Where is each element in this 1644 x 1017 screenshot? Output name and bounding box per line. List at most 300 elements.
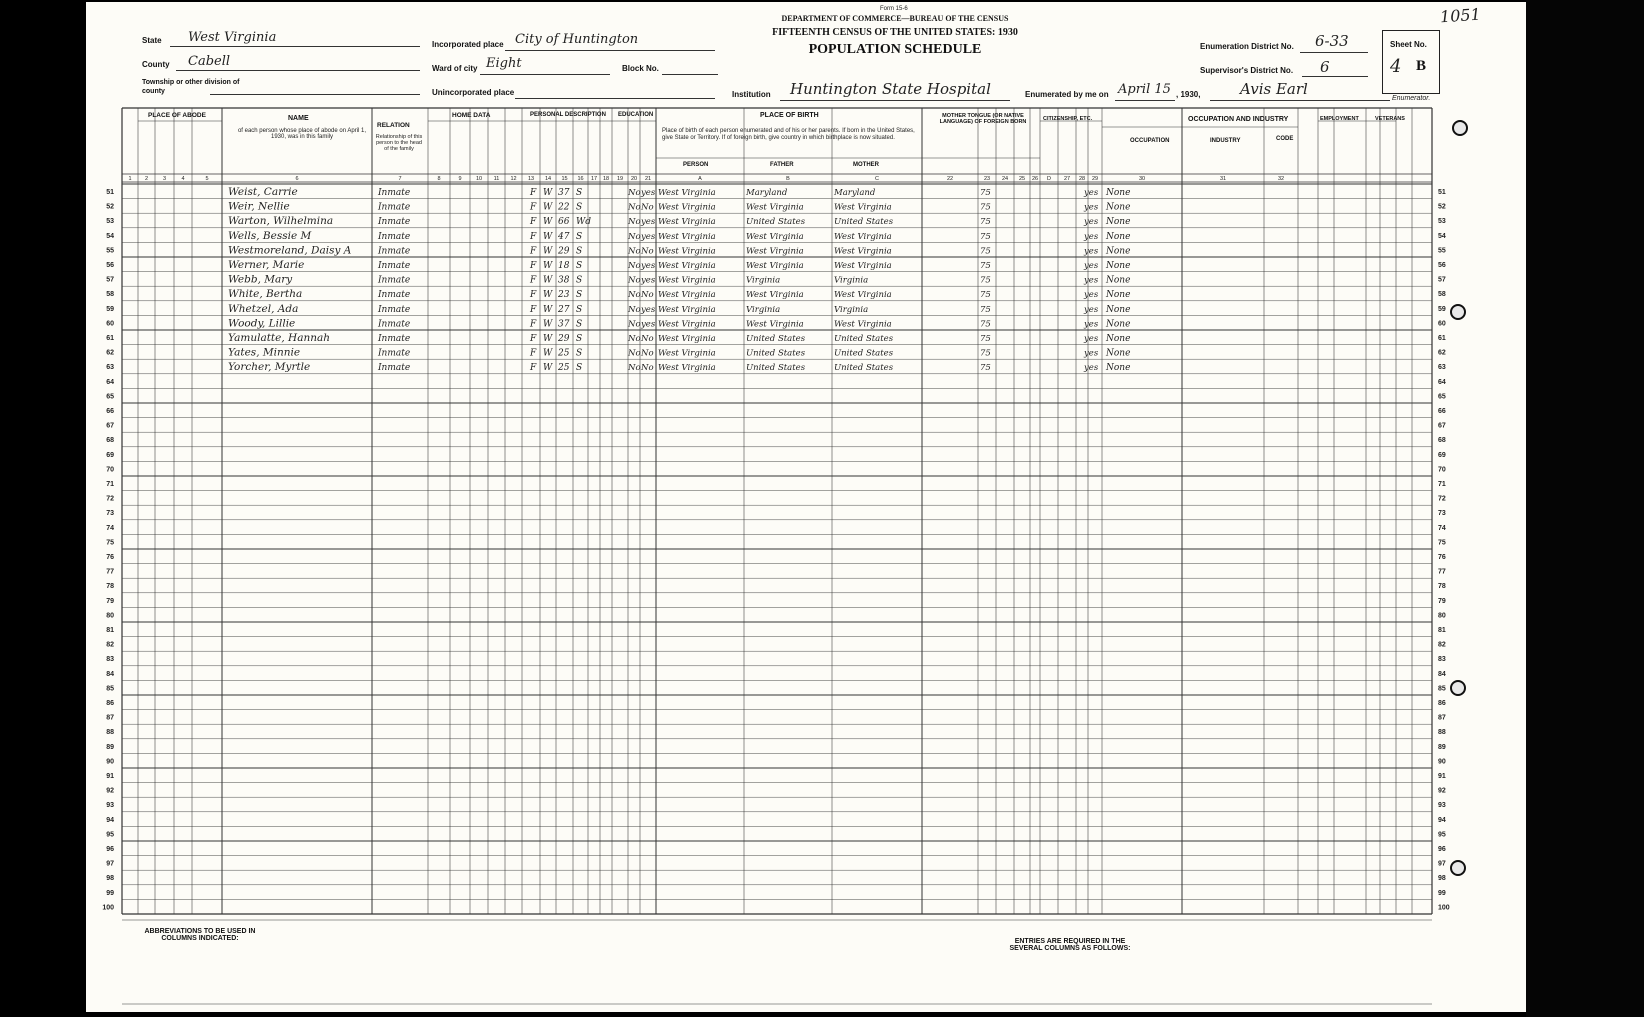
father-birthplace: Virginia [746, 275, 781, 286]
sex: F [530, 348, 537, 359]
code: 75 [980, 246, 991, 257]
line-number: 63 [106, 364, 114, 372]
line-number: 67 [1438, 422, 1446, 430]
col-group-occupation: OCCUPATION AND INDUSTRY [1188, 116, 1289, 123]
race: W [543, 202, 553, 213]
line-number: 71 [106, 481, 114, 488]
school: No [628, 217, 641, 228]
line-number: 68 [1438, 437, 1446, 445]
age: 25 [558, 348, 570, 359]
col-mother: MOTHER [853, 162, 879, 168]
line-number: 66 [1438, 408, 1446, 415]
line-number: 94 [106, 816, 114, 824]
entries-title: ENTRIES ARE REQUIRED IN THE SEVERAL COLUMNS AS FOLLOWS: [1009, 938, 1131, 952]
column-number: 19 [616, 176, 624, 182]
line-number: 100 [1438, 904, 1450, 912]
sex: F [530, 304, 537, 315]
line-number: 85 [1438, 685, 1446, 693]
mother-birthplace: West Virginia [834, 246, 892, 257]
line-number: 58 [106, 291, 114, 299]
line-number: 99 [1438, 889, 1446, 897]
speaks-english: yes [1084, 261, 1099, 271]
column-number: 6 [295, 176, 299, 182]
line-number: 62 [1438, 349, 1446, 357]
person-name: White, Bertha [228, 288, 303, 301]
age: 47 [558, 231, 570, 242]
mother-birthplace: United States [834, 334, 894, 344]
marital: S [576, 363, 583, 374]
column-number: 10 [475, 176, 483, 182]
line-number: 60 [1438, 320, 1446, 328]
sex: F [530, 202, 537, 213]
line-number: 69 [1438, 451, 1446, 459]
township-label: Township or other division of county [142, 79, 240, 95]
read-write: No [641, 246, 654, 257]
relation: Inmate [378, 319, 411, 330]
marital: Wd [576, 217, 592, 228]
line-number: 81 [106, 627, 114, 634]
race: W [543, 363, 553, 374]
line-number: 63 [1438, 364, 1446, 372]
father-birthplace: West Virginia [746, 319, 804, 330]
line-number: 64 [106, 378, 114, 386]
page-stamp: 1051 [1439, 4, 1482, 27]
father-birthplace: United States [746, 363, 806, 374]
relation: Inmate [378, 261, 411, 271]
school: No [628, 275, 641, 286]
code: 75 [980, 217, 991, 228]
line-number: 61 [1438, 335, 1446, 342]
line-number: 81 [1438, 627, 1446, 634]
school: No [628, 261, 641, 271]
occupation: None [1106, 275, 1131, 286]
column-number: 14 [544, 176, 552, 182]
relation: Inmate [378, 348, 411, 359]
line-number: 79 [1438, 597, 1446, 605]
line-number: 79 [106, 597, 114, 605]
marital: S [576, 231, 583, 242]
column-number: 30 [1138, 176, 1146, 182]
column-number: 7 [398, 176, 402, 182]
column-number: 1 [128, 176, 132, 182]
line-number: 85 [106, 685, 114, 693]
read-write: yes [641, 188, 656, 198]
line-number: 56 [106, 262, 114, 269]
occupation: None [1106, 348, 1131, 359]
code: 75 [980, 319, 991, 330]
code: 75 [980, 261, 991, 271]
race: W [543, 304, 553, 315]
line-number: 65 [1438, 393, 1446, 401]
person-name: Whetzel, Ada [228, 302, 299, 315]
birthplace: West Virginia [658, 290, 716, 301]
line-number: 54 [106, 232, 114, 240]
line-number: 59 [106, 305, 114, 313]
line-number: 84 [1438, 670, 1446, 678]
school: No [628, 319, 641, 330]
sex: F [530, 261, 537, 271]
line-number: 88 [106, 729, 114, 737]
sex: F [530, 231, 537, 242]
column-number: 18 [602, 176, 610, 182]
marital: S [576, 348, 583, 359]
incorporated-value: City of Huntington [515, 32, 639, 47]
ed-value: 6-33 [1315, 32, 1349, 50]
line-number: 67 [106, 422, 114, 430]
father-birthplace: West Virginia [746, 261, 804, 271]
sex: F [530, 319, 537, 330]
relation: Inmate [378, 217, 411, 228]
col-group-abode: PLACE OF ABODE [148, 112, 206, 119]
enumerator-label: Enumerator. [1392, 95, 1431, 102]
relation: Inmate [378, 275, 411, 286]
occupation: None [1106, 246, 1131, 257]
person-name: Weir, Nellie [228, 200, 290, 213]
line-number: 72 [106, 495, 114, 503]
line-number: 64 [1438, 378, 1446, 386]
speaks-english: yes [1084, 188, 1099, 198]
race: W [543, 348, 553, 359]
column-number: 3 [162, 176, 167, 182]
line-number: 95 [106, 831, 114, 839]
relation: Inmate [378, 290, 411, 301]
school: No [628, 246, 641, 257]
marital: S [576, 188, 583, 198]
line-number: 65 [106, 393, 114, 401]
line-number: 90 [106, 758, 114, 766]
code: 75 [980, 290, 991, 301]
col-industry: INDUSTRY [1210, 138, 1241, 144]
age: 37 [558, 188, 570, 198]
school: No [628, 363, 641, 374]
person-name: Warton, Wilhelmina [228, 215, 334, 228]
read-write: yes [641, 217, 656, 228]
speaks-english: yes [1084, 348, 1099, 359]
line-number: 83 [106, 656, 114, 664]
line-number: 70 [1438, 466, 1446, 474]
line-number: 74 [106, 524, 114, 532]
code: 75 [980, 348, 991, 359]
race: W [543, 231, 553, 242]
person-name: Yates, Minnie [228, 346, 301, 359]
line-number: 61 [106, 335, 114, 342]
schedule-title: POPULATION SCHEDULE [808, 42, 982, 57]
mother-birthplace: United States [834, 363, 894, 374]
line-number: 52 [1438, 203, 1446, 211]
line-number: 97 [106, 860, 114, 868]
column-number: 29 [1091, 176, 1099, 182]
read-write: yes [641, 319, 656, 330]
column-number: 22 [946, 176, 954, 182]
institution-label: Institution [732, 90, 771, 99]
sex: F [530, 275, 537, 286]
state-label: State [142, 36, 162, 45]
person-name: Woody, Lillie [228, 317, 296, 330]
col-group-citizenship: CITIZENSHIP, ETC. [1043, 116, 1093, 122]
line-number: 98 [106, 875, 114, 883]
line-number: 77 [1438, 568, 1446, 576]
code: 75 [980, 304, 991, 315]
line-number: 76 [1438, 554, 1446, 561]
line-number: 68 [106, 437, 114, 445]
line-number: 97 [1438, 860, 1446, 868]
code: 75 [980, 334, 991, 344]
line-number: 53 [1438, 218, 1446, 226]
speaks-english: yes [1084, 363, 1099, 374]
column-number: 9 [458, 176, 462, 182]
race: W [543, 188, 553, 198]
line-number: 70 [106, 466, 114, 474]
sex: F [530, 334, 537, 344]
line-number: 86 [106, 700, 114, 707]
school: No [628, 188, 641, 198]
speaks-english: yes [1084, 275, 1099, 286]
relation: Inmate [378, 231, 411, 242]
mother-birthplace: Virginia [834, 304, 869, 315]
line-number: 83 [1438, 656, 1446, 664]
line-number: 96 [106, 846, 114, 853]
occupation: None [1106, 334, 1131, 344]
father-birthplace: West Virginia [746, 202, 804, 213]
sex: F [530, 246, 537, 257]
person-name: Werner, Marie [228, 259, 305, 271]
column-number: 11 [493, 176, 500, 182]
col-group-relation: RELATION [377, 122, 410, 129]
occupation: None [1106, 188, 1131, 198]
code: 75 [980, 363, 991, 374]
line-number: 96 [1438, 846, 1446, 853]
occupation: None [1106, 217, 1131, 228]
speaks-english: yes [1084, 334, 1099, 344]
line-number: 60 [106, 320, 114, 328]
col-occupation: OCCUPATION [1130, 138, 1170, 144]
father-birthplace: United States [746, 334, 806, 344]
race: W [543, 334, 553, 344]
birthplace: West Virginia [658, 188, 716, 198]
relation-note: Relationship of this person to the head of the family [375, 134, 423, 152]
column-number: B [786, 176, 790, 182]
birthplace: West Virginia [658, 202, 716, 213]
speaks-english: yes [1084, 246, 1099, 257]
age: 66 [558, 217, 570, 228]
ward-label: Ward of city [432, 64, 478, 73]
occupation: None [1106, 231, 1131, 242]
school: No [628, 231, 641, 242]
line-number: 73 [1438, 510, 1446, 518]
col-group-name: NAME [288, 115, 309, 122]
person-name: Wells, Bessie M [228, 229, 312, 242]
line-number: 57 [106, 276, 114, 284]
column-number: D [1047, 176, 1051, 182]
birthplace: West Virginia [658, 319, 716, 330]
column-number: 13 [527, 176, 535, 182]
line-number: 58 [1438, 291, 1446, 299]
column-number: 23 [983, 176, 991, 182]
code: 75 [980, 231, 991, 242]
father-birthplace: West Virginia [746, 290, 804, 301]
marital: S [576, 261, 583, 271]
marital: S [576, 202, 583, 213]
form-number: Form 15-6 [880, 6, 908, 12]
age: 25 [558, 363, 570, 374]
column-number: 27 [1063, 176, 1071, 182]
ward-value: Eight [486, 56, 522, 71]
line-number: 52 [106, 203, 114, 211]
occupation: None [1106, 261, 1131, 271]
school: No [628, 304, 641, 315]
line-number: 71 [1438, 481, 1446, 488]
column-number: A [698, 176, 702, 182]
line-number: 93 [106, 802, 114, 810]
birthplace: West Virginia [658, 304, 716, 315]
relation: Inmate [378, 188, 411, 198]
sheet-side: B [1416, 58, 1427, 74]
father-birthplace: West Virginia [746, 246, 804, 257]
col-group-tongue: MOTHER TONGUE (OR NATIVE LANGUAGE) OF FOREIGN BORN [939, 113, 1027, 125]
line-number: 89 [106, 743, 114, 751]
enumerator-name: Avis Earl [1240, 80, 1308, 98]
age: 18 [558, 261, 570, 271]
read-write: No [641, 363, 654, 374]
column-number: 20 [630, 176, 638, 182]
code: 75 [980, 202, 991, 213]
father-birthplace: Maryland [746, 188, 788, 198]
line-number: 51 [106, 189, 114, 196]
mother-birthplace: United States [834, 348, 894, 359]
read-write: yes [641, 261, 656, 271]
line-number: 89 [1438, 743, 1446, 751]
column-number: 5 [205, 176, 209, 182]
father-birthplace: United States [746, 217, 806, 228]
mother-birthplace: West Virginia [834, 231, 892, 242]
speaks-english: yes [1084, 319, 1099, 330]
relation: Inmate [378, 202, 411, 213]
col-group-education: EDUCATION [618, 112, 654, 118]
line-number: 86 [1438, 700, 1446, 707]
occupation: None [1106, 290, 1131, 301]
line-number: 57 [1438, 276, 1446, 284]
line-number: 87 [1438, 714, 1446, 722]
incorporated-label: Incorporated place [432, 40, 504, 49]
line-number: 62 [106, 349, 114, 357]
line-number: 78 [106, 583, 114, 591]
birthplace: West Virginia [658, 275, 716, 286]
race: W [543, 217, 553, 228]
column-number: 25 [1018, 176, 1026, 182]
line-number: 80 [1438, 612, 1446, 620]
race: W [543, 246, 553, 257]
read-write: yes [641, 275, 656, 286]
line-number: 53 [106, 218, 114, 226]
marital: S [576, 290, 583, 301]
column-number: 16 [577, 176, 584, 182]
name-note: of each person whose place of abode on April 1, 1930, was in this family [237, 128, 367, 140]
line-number: 82 [1438, 641, 1446, 649]
line-number: 59 [1438, 305, 1446, 313]
line-number: 94 [1438, 816, 1446, 824]
line-number: 87 [106, 714, 114, 722]
read-write: No [641, 290, 654, 301]
block-label: Block No. [622, 64, 659, 73]
line-number: 75 [106, 539, 114, 547]
line-number: 92 [1438, 787, 1446, 795]
line-number: 55 [106, 247, 114, 255]
line-number: 54 [1438, 232, 1446, 240]
speaks-english: yes [1084, 304, 1099, 315]
county-value: Cabell [188, 54, 231, 69]
line-number: 56 [1438, 262, 1446, 269]
person-name: Yamulatte, Hannah [228, 332, 331, 344]
speaks-english: yes [1084, 231, 1099, 242]
sex: F [530, 290, 537, 301]
dept-title: DEPARTMENT OF COMMERCE—BUREAU OF THE CENSUS [781, 14, 1009, 23]
marital: S [576, 246, 583, 257]
read-write: No [641, 202, 654, 213]
enumerated-label: Enumerated by me on [1025, 90, 1109, 99]
census-title: FIFTEENTH CENSUS OF THE UNITED STATES: 1930 [772, 27, 1018, 38]
sheet-label: Sheet No. [1390, 40, 1427, 49]
line-number: 91 [1438, 773, 1446, 780]
column-number: 2 [144, 176, 149, 182]
occupation: None [1106, 202, 1131, 213]
mother-birthplace: Virginia [834, 275, 869, 286]
line-number: 91 [106, 773, 114, 780]
race: W [543, 261, 553, 271]
person-name: Yorcher, Myrtle [228, 361, 311, 374]
line-number: 80 [106, 612, 114, 620]
column-number: 15 [561, 176, 568, 182]
age: 29 [558, 246, 570, 257]
abbrev-title: ABBREVIATIONS TO BE USED IN COLUMNS INDICATED: [144, 928, 256, 942]
line-number: 82 [106, 641, 114, 649]
year-label: , 1930, [1176, 90, 1201, 99]
birthplace: West Virginia [658, 261, 716, 271]
code: 75 [980, 188, 991, 198]
column-number: 21 [644, 176, 652, 182]
column-number: 12 [510, 176, 517, 182]
line-number: 74 [1438, 524, 1446, 532]
read-write: yes [641, 304, 656, 315]
line-number: 93 [1438, 802, 1446, 810]
person-name: Webb, Mary [228, 273, 293, 286]
line-number: 78 [1438, 583, 1446, 591]
sex: F [530, 217, 537, 228]
state-value: West Virginia [188, 30, 277, 45]
ed-label: Enumeration District No. [1200, 42, 1294, 51]
age: 29 [558, 334, 570, 344]
column-number: 8 [437, 176, 441, 182]
col-group-veterans: VETERANS [1375, 116, 1405, 122]
birthplace: West Virginia [658, 217, 716, 228]
occupation: None [1106, 363, 1131, 374]
birthplace: West Virginia [658, 246, 716, 257]
age: 38 [558, 275, 570, 286]
line-number: 90 [1438, 758, 1446, 766]
unincorporated-label: Unincorporated place [432, 88, 515, 97]
occupation: None [1106, 319, 1131, 330]
column-number: 4 [181, 176, 185, 182]
column-number: 32 [1277, 176, 1285, 182]
person-name: Weist, Carrie [228, 186, 298, 198]
line-number: 51 [1438, 189, 1446, 196]
birthplace: West Virginia [658, 363, 716, 374]
line-number: 55 [1438, 247, 1446, 255]
read-write: No [641, 348, 654, 359]
column-number: 31 [1219, 176, 1227, 182]
birth-note: Place of birth of each person enumerated and of his or her parents. If born in the United States, give State or Territory. If of foreign birth, give country in which birthplace is now situated. [662, 128, 915, 141]
marital: S [576, 275, 583, 286]
line-number: 72 [1438, 495, 1446, 503]
